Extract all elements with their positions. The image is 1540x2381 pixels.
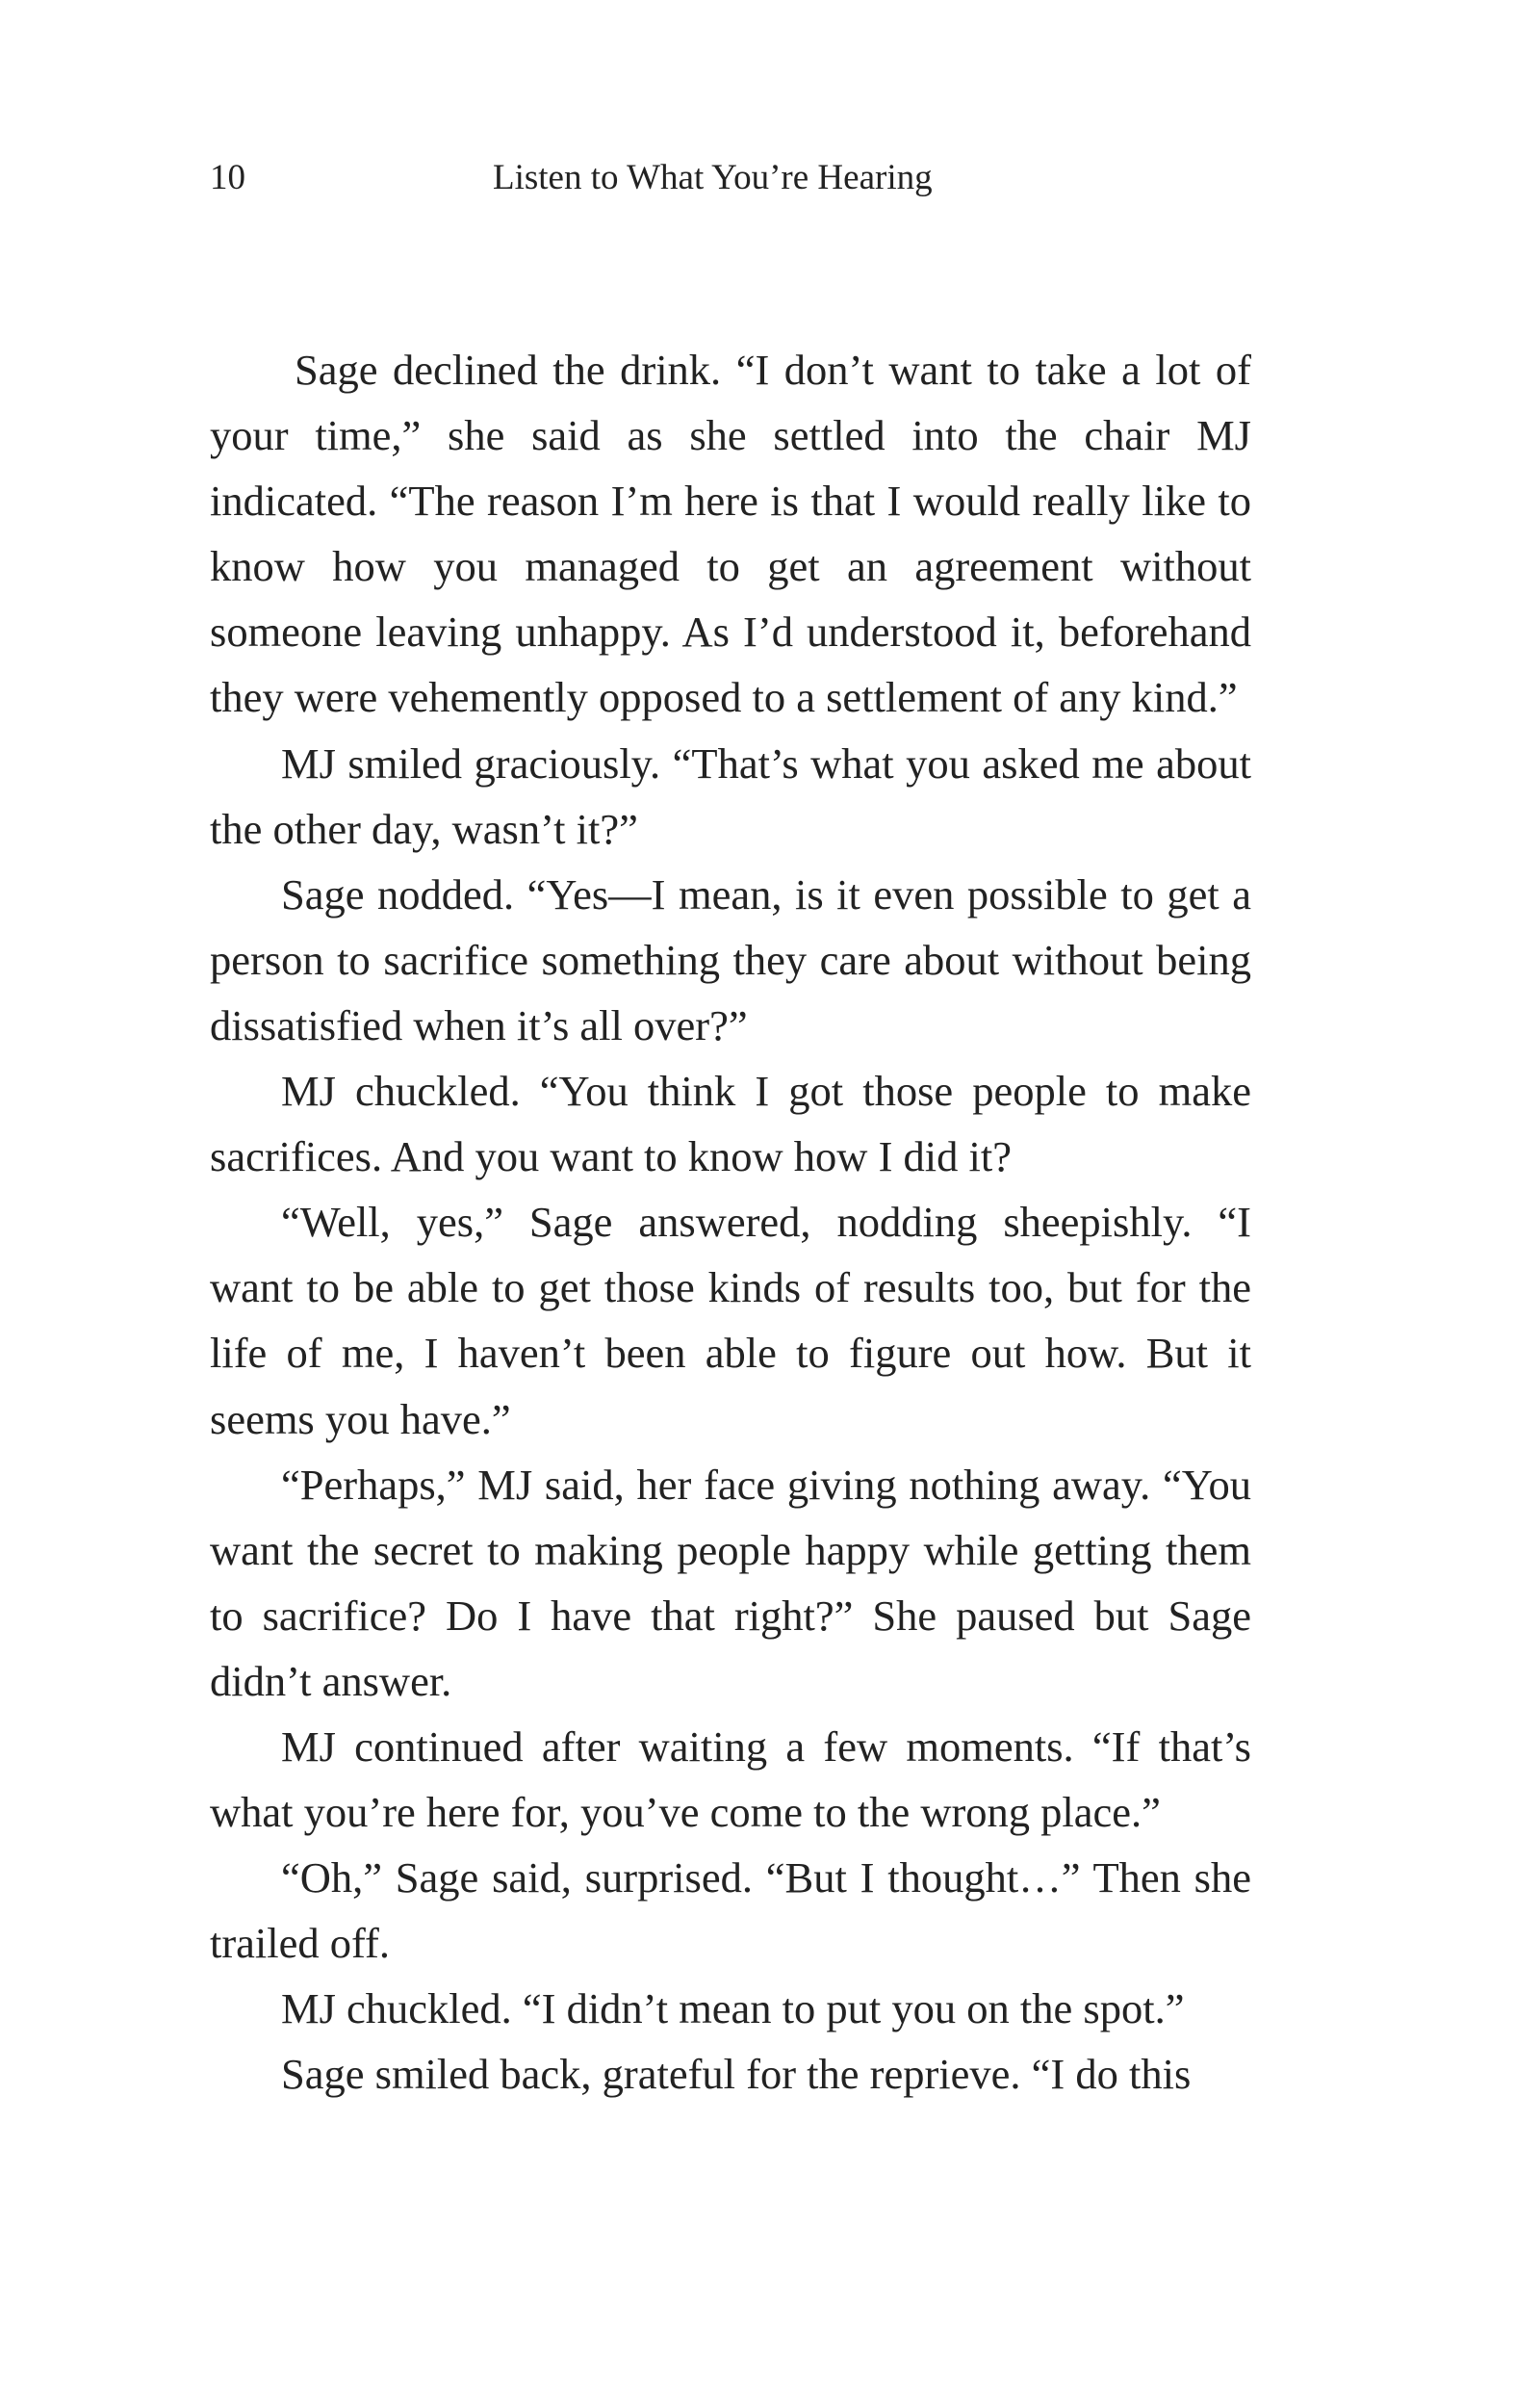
body-text xyxy=(210,337,1251,2108)
paragraph: Sage nodded. “Yes—I mean, is it even possible to get a person to sacrifice something they care about without being dissatisfied when it’s all over?” xyxy=(210,869,1251,1049)
paragraph: MJ chuckled. “I didn’t mean to put you on the spot.” xyxy=(281,1984,1185,2033)
paragraph: “Oh,” Sage said, surprised. “But I thought…” Then she trailed off. xyxy=(210,1853,1251,1968)
paragraph: Sage declined the drink. “I don’t want to take a lot of your time,” she said as she settled into the chair MJ indicated. “The reason I’m here is that I would really like to know how you managed to get an agreement without someone leaving unhappy. As I’d understood it, beforehand they were vehemently opposed to a settlement of any kind.” xyxy=(210,346,1251,722)
running-title: Listen to What You’re Hearing xyxy=(493,158,933,197)
paragraph: MJ continued after waiting a few moments. “If that’s what you’re here for, you’ve come to the wrong place.” xyxy=(210,1721,1251,1837)
page-number: 10 xyxy=(210,158,245,197)
paragraph: MJ chuckled. “You think I got those people to make sacrifices. And you want to know how I did it? xyxy=(210,1067,1251,1181)
paragraph: “Perhaps,” MJ said, her face giving nothing away. “You want the secret to making people happy while getting them to sacrifice? Do I have that right?” She paused but Sage didn’t answer. xyxy=(210,1460,1251,1705)
running-head xyxy=(210,154,1249,202)
paragraph: Sage smiled back, grateful for the reprieve. “I do this xyxy=(281,2050,1192,2099)
paragraph: “Well, yes,” Sage answered, nodding sheepishly. “I want to be able to get those kinds of results too, but for the life of me, I haven’t been able to figure out how. But it seems you have.” xyxy=(210,1198,1251,1443)
paragraph: MJ smiled graciously. “That’s what you asked me about the other day, wasn’t it?” xyxy=(210,738,1251,853)
